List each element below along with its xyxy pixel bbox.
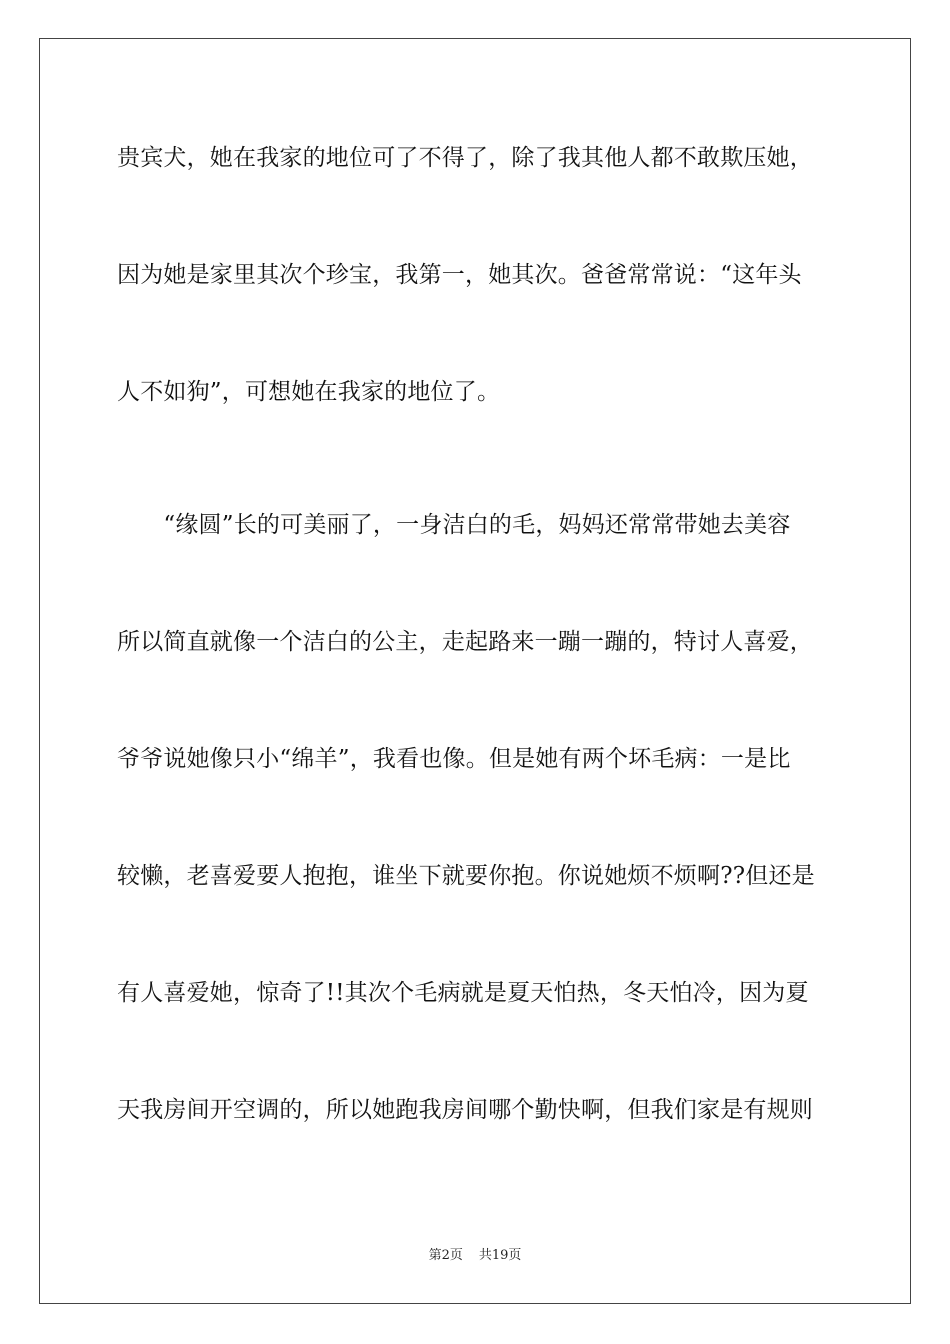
paragraph-line: 贵宾犬，她在我家的地位可了不得了，除了我其他人都不敢欺压她， — [117, 145, 813, 171]
paragraph-line: 因为她是家里其次个珍宝，我第一，她其次。爸爸常常说：“这年头 — [117, 262, 802, 288]
paragraph-line: 天我房间开空调的，所以她跑我房间哪个勤快啊，但我们家是有规则 — [117, 1097, 813, 1123]
total-pages: 共19页 — [478, 1248, 522, 1263]
paragraph-line: 所以简直就像一个洁白的公主，走起路来一蹦一蹦的，特讨人喜爱， — [117, 629, 813, 655]
paragraph-line: “缘圆”长的可美丽了，一身洁白的毛，妈妈还常常带她去美容 — [117, 512, 791, 538]
page-footer — [0, 1247, 950, 1265]
paragraph-line: 有人喜爱她，惊奇了!!其次个毛病就是夏天怕热，冬天怕冷，因为夏 — [117, 980, 809, 1006]
paragraph-line: 较懒，老喜爱要人抱抱，谁坐下就要你抱。你说她烦不烦啊??但还是 — [117, 863, 815, 889]
page-number: 第2页 — [428, 1248, 463, 1263]
paragraph-line: 人不如狗”，可想她在我家的地位了。 — [117, 379, 501, 405]
paragraph-line: 爷爷说她像只小“绵羊”，我看也像。但是她有两个坏毛病：一是比 — [117, 746, 791, 772]
